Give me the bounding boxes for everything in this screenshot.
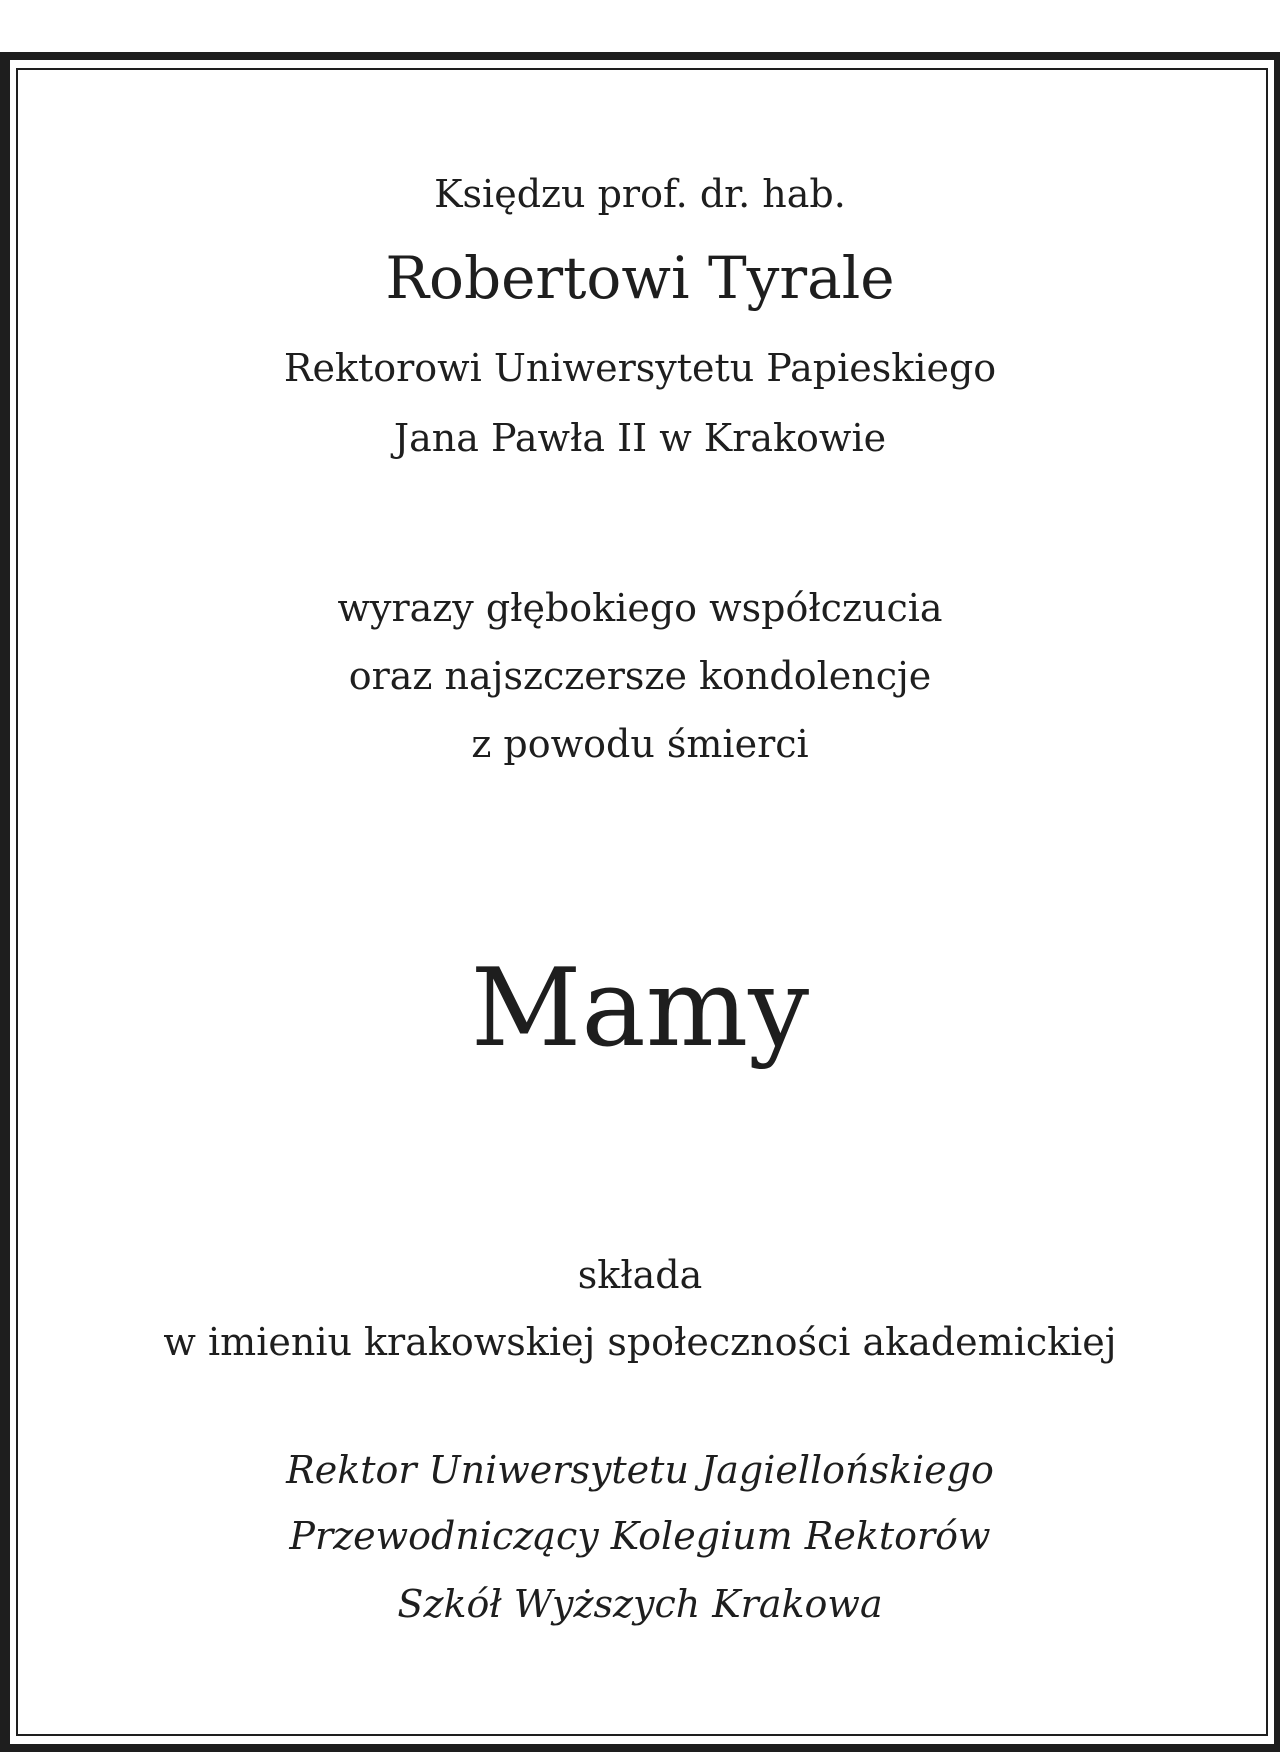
signature-line-2: Przewodniczący Kolegium Rektorów — [289, 1514, 991, 1558]
signature-line-3: Szkół Wyższych Krakowa — [397, 1582, 883, 1626]
closing-line-2: w imieniu krakowskiej społeczności akademickiej — [163, 1320, 1117, 1364]
addressee-name: Robertowi Tyrale — [385, 244, 895, 312]
addressee-role-line-1: Rektorowi Uniwersytetu Papieskiego — [283, 346, 997, 390]
condolence-line-3: z powodu śmierci — [471, 722, 809, 766]
signature-line-1: Rektor Uniwersytetu Jagiellońskiego — [286, 1448, 994, 1492]
condolence-line-1: wyrazy głębokiego współczucia — [337, 586, 943, 630]
condolence-line-2: oraz najszczersze kondolencje — [348, 654, 932, 698]
deceased-name: Mamy — [470, 946, 810, 1071]
addressee-role-line-2: Jana Pawła II w Krakowie — [393, 416, 887, 460]
closing-line-1: składa — [577, 1253, 703, 1297]
addressee-title: Księdzu prof. dr. hab. — [434, 172, 846, 216]
